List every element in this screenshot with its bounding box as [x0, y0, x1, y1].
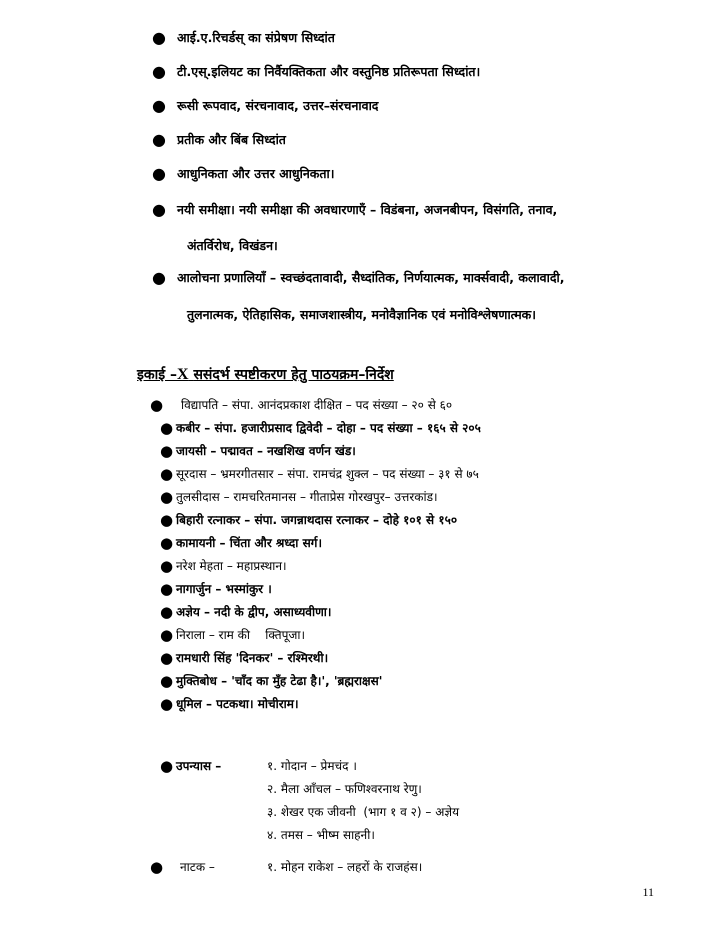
list-item-text: निराला – राम की क्तिपूजा।: [176, 628, 306, 642]
list-item-text: आधुनिकता और उत्तर आधुनिकता।: [177, 166, 335, 181]
plays-label: नाटक –: [180, 860, 215, 874]
list-item-text: कबीर – संपा. हजारीप्रसाद द्विवेदी – दोहा – पद संख्या – १६५ से २०५: [176, 421, 481, 435]
bullet-icon: ●: [160, 442, 174, 460]
list-item-text: टी.एस्.इलियट का निर्वैयक्तिकता और वस्तुनिष्ठ प्रतिरूपता सिध्दांत।: [177, 64, 481, 79]
bullet-icon: ●: [160, 580, 174, 598]
section-heading: [137, 365, 394, 384]
list-item: [0, 394, 728, 416]
bullet-icon: ●: [152, 164, 166, 183]
list-item-text: आलोचना प्रणालियाँ – स्वच्छंदतावादी, सैध्दांतिक, निर्णयात्मक, मार्क्सवादी, कलावादी,: [177, 270, 565, 285]
list-item-text-continued: अंतर्विरोध, विखंडन।: [187, 238, 278, 253]
list-item-text: रूसी रूपवाद, संरचनावाद, उत्तर–संरचनावाद: [177, 98, 379, 113]
novel-item: २. मैला आँचल – फणिश्वरनाथ रेणु।: [267, 782, 422, 796]
bullet-icon: ●: [160, 672, 174, 690]
bullet-icon: ●: [150, 858, 164, 876]
list-item-text: तुलसीदास – रामचरितमानस – गीताप्रेस गोरखपुर– उत्तरकांड।: [176, 490, 438, 504]
bullet-icon: ●: [160, 603, 174, 621]
list-item-text: बिहारी रत्नाकर – संपा. जगन्नाथदास रत्नाकर – दोहे १०१ से १५०: [176, 513, 458, 527]
list-item-text: कामायनी – चिंता और श्रध्दा सर्ग।: [176, 536, 322, 550]
list-item-text: मुक्तिबोध – 'चाँद का मुँह टेढा है।', 'ब्रह्मराक्षस': [176, 674, 383, 688]
list-item-text: सूरदास – भ्रमरगीतसार – संपा. रामचंद्र शुक्ल – पद संख्या – ३१ से ७५: [176, 467, 479, 481]
heading-title: ससंदर्भ स्पष्टीकरण हेतु पाठयक्रम–निर्देश: [193, 367, 394, 383]
novel-item: ४. तमस – भीष्म साहनी।: [267, 828, 375, 842]
list-item: [0, 509, 728, 531]
list-item: [0, 532, 728, 554]
heading-unit: X: [177, 366, 189, 383]
list-item: [0, 555, 728, 577]
bullet-icon: ●: [160, 695, 174, 713]
list-item-text: विद्यापति – संपा. आनंदप्रकाश दीक्षित – पद संख्या – २० से ६०: [181, 398, 453, 412]
bullet-icon: ●: [160, 488, 174, 506]
list-item: [0, 440, 728, 462]
list-item: [0, 693, 728, 715]
list-item-text: प्रतीक और बिंब सिध्दांत: [177, 132, 286, 147]
list-item-text: नागार्जुन – भस्मांकुर ।: [176, 582, 272, 596]
bullet-icon: ●: [160, 649, 174, 667]
list-item: [0, 463, 728, 485]
list-item: [0, 486, 728, 508]
bullet-icon: ●: [160, 419, 174, 437]
list-item-text: अज्ञेय – नदी के द्वीप, असाध्यवीणा।: [176, 605, 332, 619]
play-item: १. मोहन राकेश – लहरों के राजहंस।: [267, 860, 423, 874]
bullet-icon: ●: [160, 757, 174, 775]
bullet-icon: ●: [160, 534, 174, 552]
list-item: [0, 624, 728, 646]
bullet-icon: ●: [152, 96, 166, 115]
bullet-icon: ●: [152, 130, 166, 149]
list-item-text: रामधारी सिंह 'दिनकर' – रश्मिरथी।: [176, 651, 329, 665]
novel-item: ३. शेखर एक जीवनी (भाग १ व २) – अज्ञेय: [267, 805, 460, 819]
bullet-icon: ●: [160, 511, 174, 529]
list-item-text-continued: तुलनात्मक, ऐतिहासिक, समाजशास्त्रीय, मनोवैज्ञानिक एवं मनोविश्लेषणात्मक।: [187, 307, 537, 322]
bullet-icon: ●: [160, 626, 174, 644]
bullet-icon: ●: [152, 28, 166, 47]
list-item: [0, 670, 728, 692]
page-number: 11: [642, 885, 654, 899]
list-item: [0, 601, 728, 623]
list-item: [0, 578, 728, 600]
list-item: [0, 647, 728, 669]
novel-item: १. गोदान – प्रेमचंद ।: [267, 759, 357, 773]
list-item: [0, 417, 728, 439]
bullet-icon: ●: [152, 62, 166, 81]
bullet-icon: ●: [160, 465, 174, 483]
list-item-text: नयी समीक्षा। नयी समीक्षा की अवधारणाएँ – विडंबना, अजनबीपन, विसंगति, तनाव,: [177, 202, 558, 217]
list-item-text: जायसी – पद्मावत – नखशिख वर्णन खंड।: [176, 444, 356, 458]
bullet-icon: ●: [150, 396, 164, 414]
bullet-icon: ●: [160, 557, 174, 575]
bullet-icon: ●: [152, 200, 166, 219]
list-item-text: आई.ए.रिचर्डस् का संप्रेषण सिध्दांत: [177, 30, 335, 45]
list-item-text: धूमिल – पटकथा। मोचीराम।: [176, 697, 299, 711]
bullet-icon: ●: [152, 268, 166, 287]
list-item-text: नरेश मेहता – महाप्रस्थान।: [176, 559, 287, 573]
novels-label: उपन्यास –: [176, 759, 222, 773]
heading-prefix: इकाई –: [137, 367, 177, 383]
